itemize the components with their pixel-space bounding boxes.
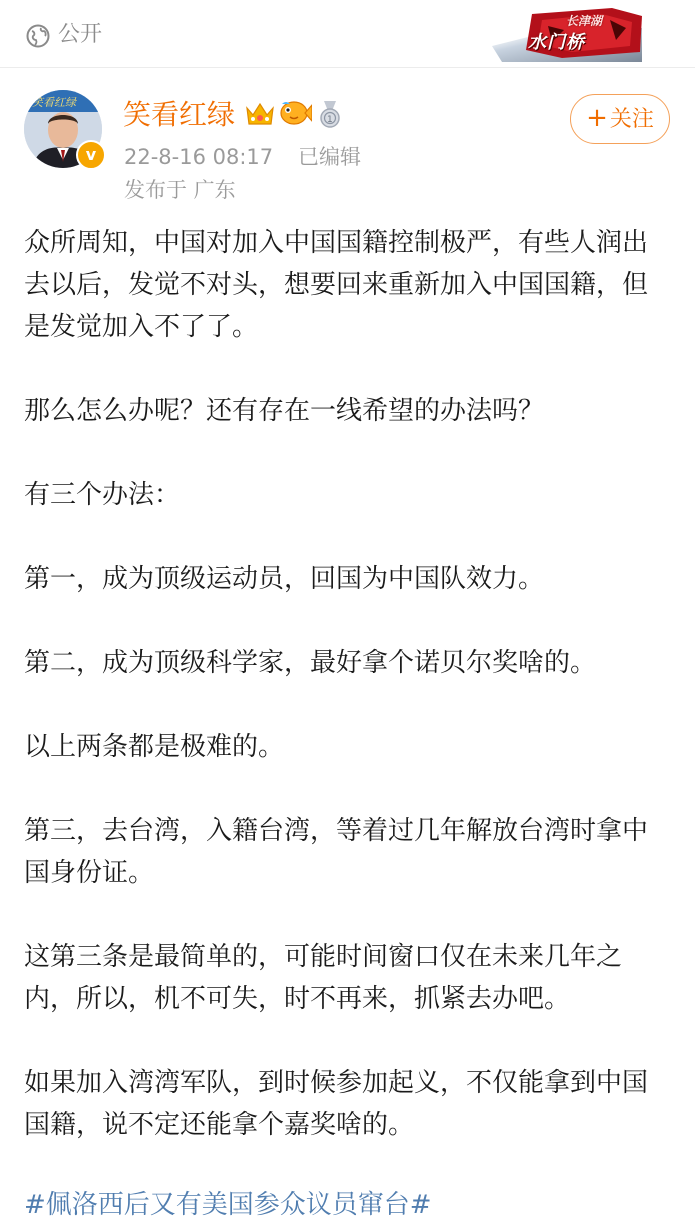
post-body [24, 222, 672, 1226]
svg-text:笑看红绿: 笑看红绿 [32, 96, 76, 109]
post-paragraph: 众所周知，中国对加入中国国籍控制极严，有些人润出去以后，发觉不对头，想要回来重新加入中国国籍，但是发觉加入不了了。 [24, 228, 649, 342]
fish-icon [278, 98, 312, 128]
verified-badge-icon: v [76, 140, 106, 170]
top-bar [0, 0, 695, 68]
post-paragraph: 有三个办法： [24, 480, 181, 510]
post-timestamp: 22-8-16 08:17 [124, 145, 274, 169]
post-paragraph: 那么怎么办呢？还有存在一线希望的办法吗？ [24, 396, 545, 426]
post-paragraph: 第二，成为顶级科学家，最好拿个诺贝尔奖啥的。 [24, 648, 597, 678]
post-paragraph: 第三，去台湾，入籍台湾，等着过几年解放台湾时拿中国身份证。 [24, 816, 649, 888]
medal-icon [316, 99, 344, 129]
banner-title: 水门桥 [528, 32, 585, 53]
author-avatar[interactable] [24, 90, 102, 168]
banner-subtitle: 长津湖 [566, 14, 603, 28]
topic-hashtag-link[interactable]: #佩洛西后又有美国参众议员窜台# [24, 1190, 432, 1220]
follow-label: 关注 [609, 107, 654, 132]
post-paragraph: 以上两条都是极难的。 [24, 732, 285, 762]
author-name[interactable]: 笑看红绿 [123, 98, 236, 131]
crown-icon [244, 98, 276, 130]
post-paragraph: 如果加入湾湾军队，到时候参加起义，不仅能拿到中国国籍，说不定还能拿个嘉奖啥的。 [24, 1068, 649, 1140]
plus-icon: + [586, 103, 608, 133]
post-paragraph: 第一，成为顶级运动员，回国为中国队效力。 [24, 564, 545, 594]
post-paragraph: 这第三条是最简单的，可能时间窗口仅在未来几年之内，所以，机不可失，时不再来，抓紧去办吧。 [24, 942, 623, 1014]
post-location: 发布于 广东 [124, 178, 236, 202]
visibility-label: 公开 [58, 22, 103, 47]
edited-label: 已编辑 [298, 145, 361, 169]
globe-icon [26, 24, 50, 48]
svg-text:1: 1 [327, 115, 333, 125]
follow-button[interactable] [570, 94, 670, 144]
